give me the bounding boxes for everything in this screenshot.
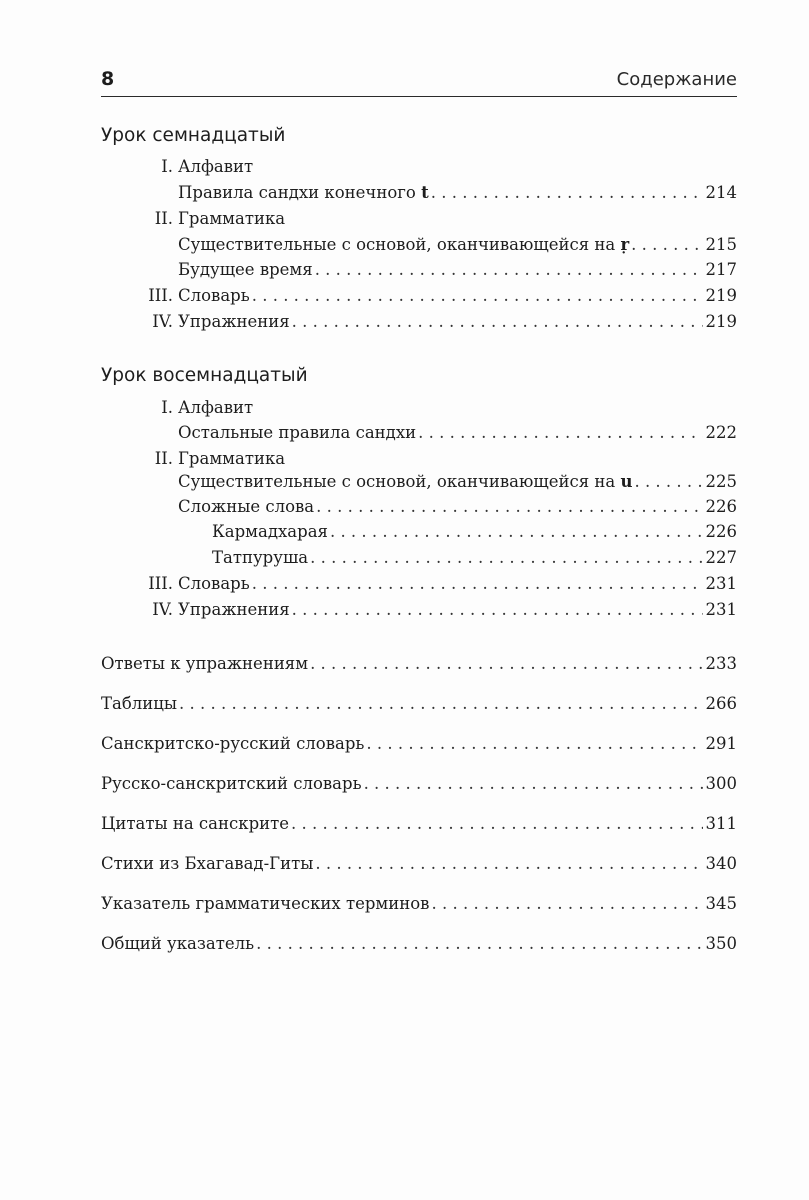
toc-entry-label: Санскритско-русский словарь [101, 734, 365, 753]
toc-entry-label: Сложные слова [178, 497, 315, 516]
roman-numeral: IV. [152, 312, 173, 331]
page-ref: 231 [705, 574, 737, 593]
page-ref: 226 [705, 497, 737, 516]
page-ref: 233 [705, 654, 737, 673]
toc-entry-label: Грамматика [178, 209, 286, 228]
symbol-r: ṛ [620, 235, 630, 254]
dot-leader [364, 772, 703, 796]
running-title: Содержание [616, 69, 737, 90]
toc-entry-label: Таблицы [101, 694, 177, 713]
page-ref: 350 [705, 934, 737, 953]
toc-entry-exercises[interactable] [178, 598, 737, 622]
roman-numeral: III. [148, 286, 173, 305]
page-ref: 291 [705, 734, 737, 753]
dot-leader [431, 892, 702, 916]
toc-entry-label: Существительные с основой, оканчивающейся на ṛ [178, 235, 630, 254]
toc-entry-label: Стихи из Бхагавад-Гиты [101, 854, 314, 873]
toc-entry-label: Будущее время [178, 260, 313, 279]
page-ref: 225 [705, 472, 737, 491]
page-ref: 219 [705, 312, 737, 331]
toc-entry-label: Словарь [178, 286, 250, 305]
toc-entry-sandhi-rest[interactable] [178, 421, 737, 445]
page-ref: 219 [705, 286, 737, 305]
roman-numeral: I. [161, 398, 173, 417]
page-ref: 222 [705, 423, 737, 442]
page-ref: 226 [705, 522, 737, 541]
toc-entry-label: Татпуруша [212, 548, 309, 567]
toc-entry-label: Цитаты на санскрите [101, 814, 290, 833]
page-ref: 227 [705, 548, 737, 567]
symbol-t: t [421, 183, 429, 202]
toc-entry-grammar[interactable] [178, 447, 737, 471]
toc-entry-label: Существительные с основой, оканчивающейся на u [178, 472, 633, 491]
toc-entry-label: Общий указатель [101, 934, 255, 953]
toc-entry-nouns-r[interactable] [178, 233, 737, 257]
page-ref: 231 [705, 600, 737, 619]
toc-entry-label: Алфавит [178, 157, 254, 176]
dot-leader [330, 520, 703, 544]
toc-entry-tables[interactable] [101, 692, 737, 716]
dot-leader [256, 932, 702, 956]
toc-entry-alphabet[interactable] [178, 155, 737, 179]
toc-entry-label: Упражнения [178, 600, 290, 619]
toc-entry-general-index[interactable] [101, 932, 737, 956]
toc-entry-label: Грамматика [178, 449, 286, 468]
dot-leader [179, 692, 703, 716]
toc-entry-label: Кармадхарая [212, 522, 328, 541]
page-ref: 215 [705, 235, 737, 254]
toc-entry-russian-sanskrit-dictionary[interactable] [101, 772, 737, 796]
toc-entry-label: Правила сандхи конечного t [178, 183, 429, 202]
dot-leader [631, 233, 702, 257]
dot-leader [634, 470, 702, 494]
toc-entry-label: Алфавит [178, 398, 254, 417]
page-ref: 217 [705, 260, 737, 279]
roman-numeral: IV. [152, 600, 173, 619]
toc-entry-label: Остальные правила сандхи [178, 423, 417, 442]
toc-entry-grammar-index[interactable] [101, 892, 737, 916]
toc-entry-sandhi-t[interactable] [178, 181, 737, 205]
page-ref: 340 [705, 854, 737, 873]
dot-leader [292, 310, 703, 334]
lesson-18-title: Урок восемнадцатый [101, 365, 308, 386]
symbol-u: u [620, 472, 633, 491]
page-ref: 345 [705, 894, 737, 913]
toc-entry-sanskrit-russian-dictionary[interactable] [101, 732, 737, 756]
toc-entry-quotes[interactable] [101, 812, 737, 836]
toc-entry-tatpurusha[interactable] [212, 546, 737, 570]
dot-leader [292, 598, 703, 622]
dot-leader [252, 284, 703, 308]
dot-leader [366, 732, 702, 756]
toc-entry-label: Упражнения [178, 312, 290, 331]
lesson-17-title: Урок семнадцатый [101, 125, 286, 146]
toc-entry-vocab[interactable] [178, 284, 737, 308]
roman-numeral: II. [154, 449, 173, 468]
roman-numeral: I. [161, 157, 173, 176]
toc-entry-label: Словарь [178, 574, 250, 593]
running-header [101, 64, 737, 97]
page-ref: 214 [705, 183, 737, 202]
toc-entry-grammar[interactable] [178, 207, 737, 231]
toc-entry-exercises[interactable] [178, 310, 737, 334]
dot-leader [316, 495, 702, 519]
dot-leader [418, 421, 702, 445]
roman-numeral: II. [154, 209, 173, 228]
dot-leader [431, 181, 703, 205]
roman-numeral: III. [148, 574, 173, 593]
page-ref: 266 [705, 694, 737, 713]
toc-entry-label: Русско-санскритский словарь [101, 774, 362, 793]
dot-leader [291, 812, 702, 836]
dot-leader [310, 652, 702, 676]
toc-entry-label: Указатель грамматических терминов [101, 894, 430, 913]
dot-leader [315, 258, 703, 282]
toc-entry-vocab[interactable] [178, 572, 737, 596]
toc-entry-gita-verses[interactable] [101, 852, 737, 876]
dot-leader [315, 852, 702, 876]
page-number: 8 [101, 68, 115, 90]
toc-entry-alphabet[interactable] [178, 396, 737, 420]
dot-leader [310, 546, 702, 570]
toc-entry-answers[interactable] [101, 652, 737, 676]
toc-entry-karmadharaya[interactable] [212, 520, 737, 544]
toc-entry-compounds[interactable] [178, 495, 737, 519]
page-ref: 300 [705, 774, 737, 793]
toc-entry-label: Ответы к упражнениям [101, 654, 309, 673]
toc-entry-nouns-u[interactable] [178, 470, 737, 494]
toc-entry-future[interactable] [178, 258, 737, 282]
dot-leader [252, 572, 703, 596]
page-ref: 311 [705, 814, 737, 833]
